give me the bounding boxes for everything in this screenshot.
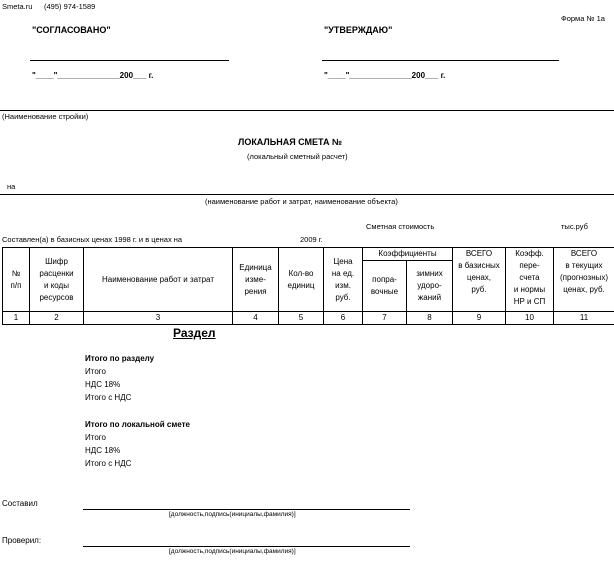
on-label: на xyxy=(7,182,16,191)
cost-label: Сметная стоимость xyxy=(366,222,435,231)
form-label: Форма № 1а xyxy=(561,14,605,23)
header-coef-correction: попра- вочные xyxy=(363,261,407,312)
local-vat-line: НДС 18% xyxy=(85,446,121,455)
construction-line xyxy=(0,110,614,111)
column-number: 11 xyxy=(554,312,614,325)
header-total-base: ВСЕГО в базисных ценах, руб. xyxy=(453,248,506,312)
estimate-table xyxy=(2,247,614,325)
header-coef-winter: зимних удоро- жаний xyxy=(407,261,453,312)
column-number: 10 xyxy=(506,312,554,325)
checked-label: Проверил: xyxy=(2,536,42,545)
local-totals-heading: Итого по локальной смете xyxy=(85,420,190,429)
phone-number: (495) 974-1589 xyxy=(44,2,96,11)
table-column-numbers-row xyxy=(3,312,614,325)
table-header-row xyxy=(3,248,614,261)
column-number: 1 xyxy=(3,312,30,325)
header-unit: Единица изме- рения xyxy=(233,248,279,312)
header-code: Шифр расценки и коды ресурсов xyxy=(30,248,84,312)
local-total-line: Итого xyxy=(85,433,106,442)
column-number: 2 xyxy=(30,312,84,325)
document-title: ЛОКАЛЬНАЯ СМЕТА № xyxy=(238,137,343,147)
header-num: № п/п xyxy=(3,248,30,312)
header-total-current: ВСЕГО в текущих (прогнозных) ценах, руб. xyxy=(554,248,614,312)
work-line xyxy=(0,194,614,195)
column-number: 5 xyxy=(279,312,324,325)
currency-label: тыс.руб xyxy=(561,222,588,231)
checked-signature-line xyxy=(83,546,410,547)
approval-right-date: "____"______________200___ г. xyxy=(324,71,446,80)
header-coefficients: Коэффициенты xyxy=(363,248,453,261)
section-title: Раздел xyxy=(173,326,216,340)
document-subtitle: (локальный сметный расчет) xyxy=(247,152,348,161)
section-total-vat-line: Итого с НДС xyxy=(85,393,132,402)
approval-left-line xyxy=(30,60,229,61)
prices-year: 2009 г. xyxy=(300,235,323,244)
column-number: 3 xyxy=(84,312,233,325)
work-label: (наименование работ и затрат, наименование объекта) xyxy=(205,197,398,206)
column-number: 8 xyxy=(407,312,453,325)
checked-signature-hint: [должность,подпись(инициалы,фамилия)] xyxy=(169,548,296,555)
section-total-line: Итого xyxy=(85,367,106,376)
compiled-label: Составил xyxy=(2,499,38,508)
header-qty: Кол-во единиц xyxy=(279,248,324,312)
section-vat-line: НДС 18% xyxy=(85,380,121,389)
approved-left-title: "СОГЛАСОВАНО" xyxy=(32,25,111,35)
local-total-vat-line: Итого с НДС xyxy=(85,459,132,468)
construction-label: (Наименование стройки) xyxy=(2,112,89,121)
column-number: 7 xyxy=(363,312,407,325)
column-number: 9 xyxy=(453,312,506,325)
approval-left-date: "____"______________200___ г. xyxy=(32,71,154,80)
site-name: Smeta.ru xyxy=(2,2,33,11)
header-recalc: Коэфф. пере- счета и нормы НР и СП xyxy=(506,248,554,312)
header-price: Цена на ед. изм. руб. xyxy=(324,248,363,312)
prices-label: Составлен(а) в базисных ценах 1998 г. и в ценах на xyxy=(2,235,183,244)
section-totals-heading: Итого по разделу xyxy=(85,354,155,363)
column-number: 4 xyxy=(233,312,279,325)
compiled-signature-line xyxy=(83,509,410,510)
approval-right-line xyxy=(322,60,559,61)
header-name: Наименование работ и затрат xyxy=(84,248,233,312)
column-number: 6 xyxy=(324,312,363,325)
compiled-signature-hint: [должность,подпись(инициалы,фамилия)] xyxy=(169,511,296,518)
approved-right-title: "УТВЕРЖДАЮ" xyxy=(324,25,393,35)
